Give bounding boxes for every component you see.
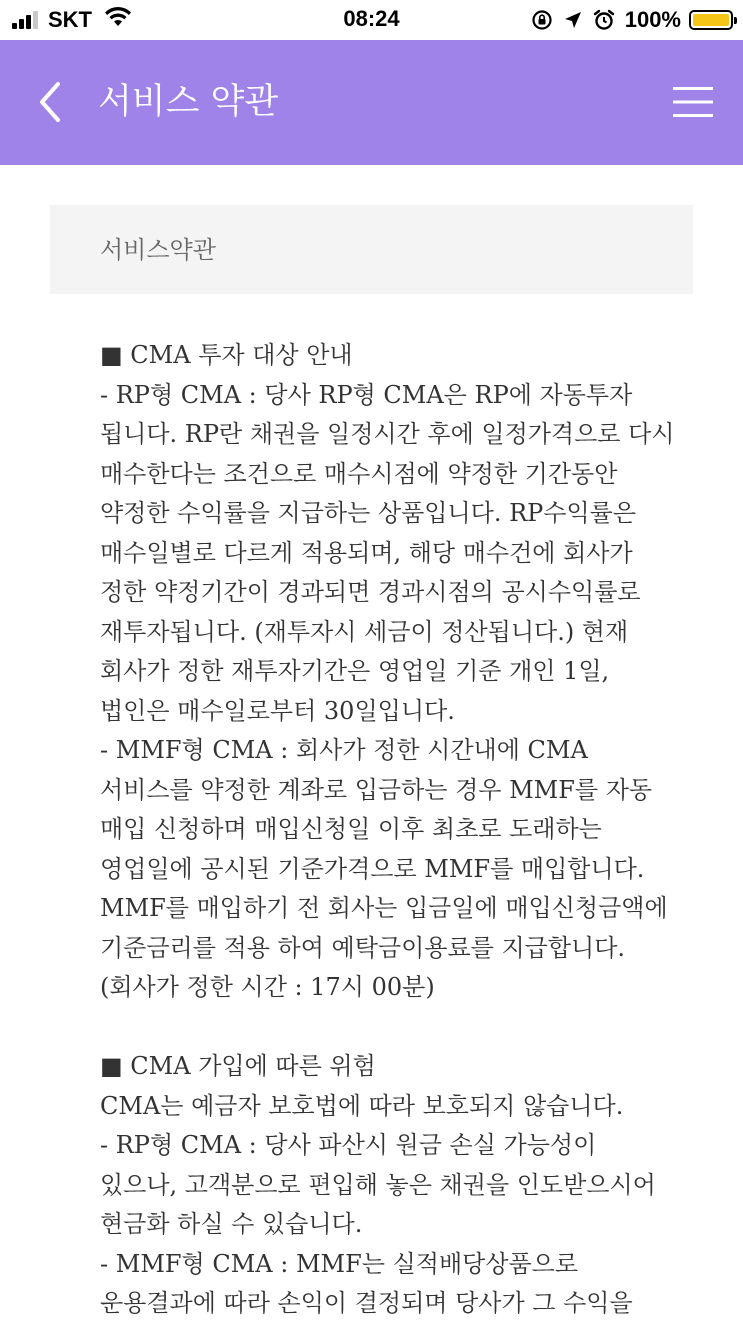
hamburger-menu-icon xyxy=(673,84,713,120)
page-title: 서비스 약관 xyxy=(98,82,279,122)
terms-line: - RP형 CMA : 당사 RP형 CMA은 RP에 자동투자 xyxy=(100,380,633,409)
terms-line: ■ CMA 가입에 따른 위험 xyxy=(100,1052,376,1080)
status-time: 08:24 xyxy=(343,6,400,31)
section-header xyxy=(50,205,693,294)
battery-percent: 100% xyxy=(624,7,681,32)
terms-line: 운용결과에 따라 손익이 결정되며 당사가 그 수익을 xyxy=(100,1289,633,1317)
terms-line: 재투자됩니다. (재투자시 세금이 정산됩니다.) 현재 xyxy=(100,617,629,646)
terms-line: 됩니다. RP란 채권을 일정시간 후에 일정가격으로 다시 xyxy=(100,420,675,448)
terms-line: 약정한 수익률을 지급하는 상품입니다. RP수익률은 xyxy=(100,499,637,527)
terms-line: 서비스를 약정한 계좌로 입금하는 경우 MMF를 자동 xyxy=(100,775,653,804)
terms-line: 기준금리를 적용 하여 예탁금이용료를 지급합니다. xyxy=(100,933,626,962)
status-bar xyxy=(0,0,743,40)
chevron-left-icon xyxy=(30,76,74,128)
terms-line: - MMF형 CMA : 회사가 정한 시간내에 CMA xyxy=(100,736,588,764)
terms-line: 법인은 매수일로부터 30일입니다. xyxy=(100,696,455,725)
terms-line: ■ CMA 투자 대상 안내 xyxy=(100,341,353,369)
section-title: 서비스약관 xyxy=(100,236,216,264)
carrier-name: SKT xyxy=(48,7,92,32)
terms-line: - RP형 CMA : 당사 파산시 원금 손실 가능성이 xyxy=(100,1131,597,1159)
terms-line: 있으나, 고객분으로 편입해 놓은 채권을 인도받으시어 xyxy=(100,1170,656,1199)
terms-line: 영업일에 공시된 기준가격으로 MMF를 매입합니다. xyxy=(100,854,645,883)
terms-line: (회사가 정한 시간 : 17시 00분) xyxy=(100,973,435,1001)
menu-button[interactable] xyxy=(673,84,713,120)
terms-line: 현금화 하실 수 있습니다. xyxy=(100,1210,363,1238)
terms-line: 정한 약정기간이 경과되면 경과시점의 공시수익률로 xyxy=(100,578,641,606)
terms-line: 매입 신청하며 매입신청일 이후 최초로 도래하는 xyxy=(100,815,602,843)
back-button[interactable] xyxy=(30,76,74,128)
battery-icon xyxy=(689,10,733,30)
rotation-lock-icon xyxy=(531,9,553,31)
location-arrow-icon xyxy=(563,10,583,30)
terms-line: 매수일별로 다르게 적용되며, 해당 매수건에 회사가 xyxy=(100,538,633,567)
terms-content xyxy=(100,336,700,1324)
app-header xyxy=(0,40,743,165)
terms-line: CMA는 예금자 보호법에 따라 보호되지 않습니다. xyxy=(100,1091,624,1120)
terms-line: MMF를 매입하기 전 회사는 입금일에 매입신청금액에 xyxy=(100,894,668,922)
status-right xyxy=(521,6,733,34)
terms-line: 매수한다는 조건으로 매수시점에 약정한 기간동안 xyxy=(100,459,618,488)
terms-line: - MMF형 CMA : MMF는 실적배당상품으로 xyxy=(100,1249,579,1278)
terms-line: 회사가 정한 재투자기간은 영업일 기준 개인 1일, xyxy=(100,657,610,685)
terms-line xyxy=(100,1008,700,1048)
alarm-clock-icon xyxy=(593,9,615,31)
